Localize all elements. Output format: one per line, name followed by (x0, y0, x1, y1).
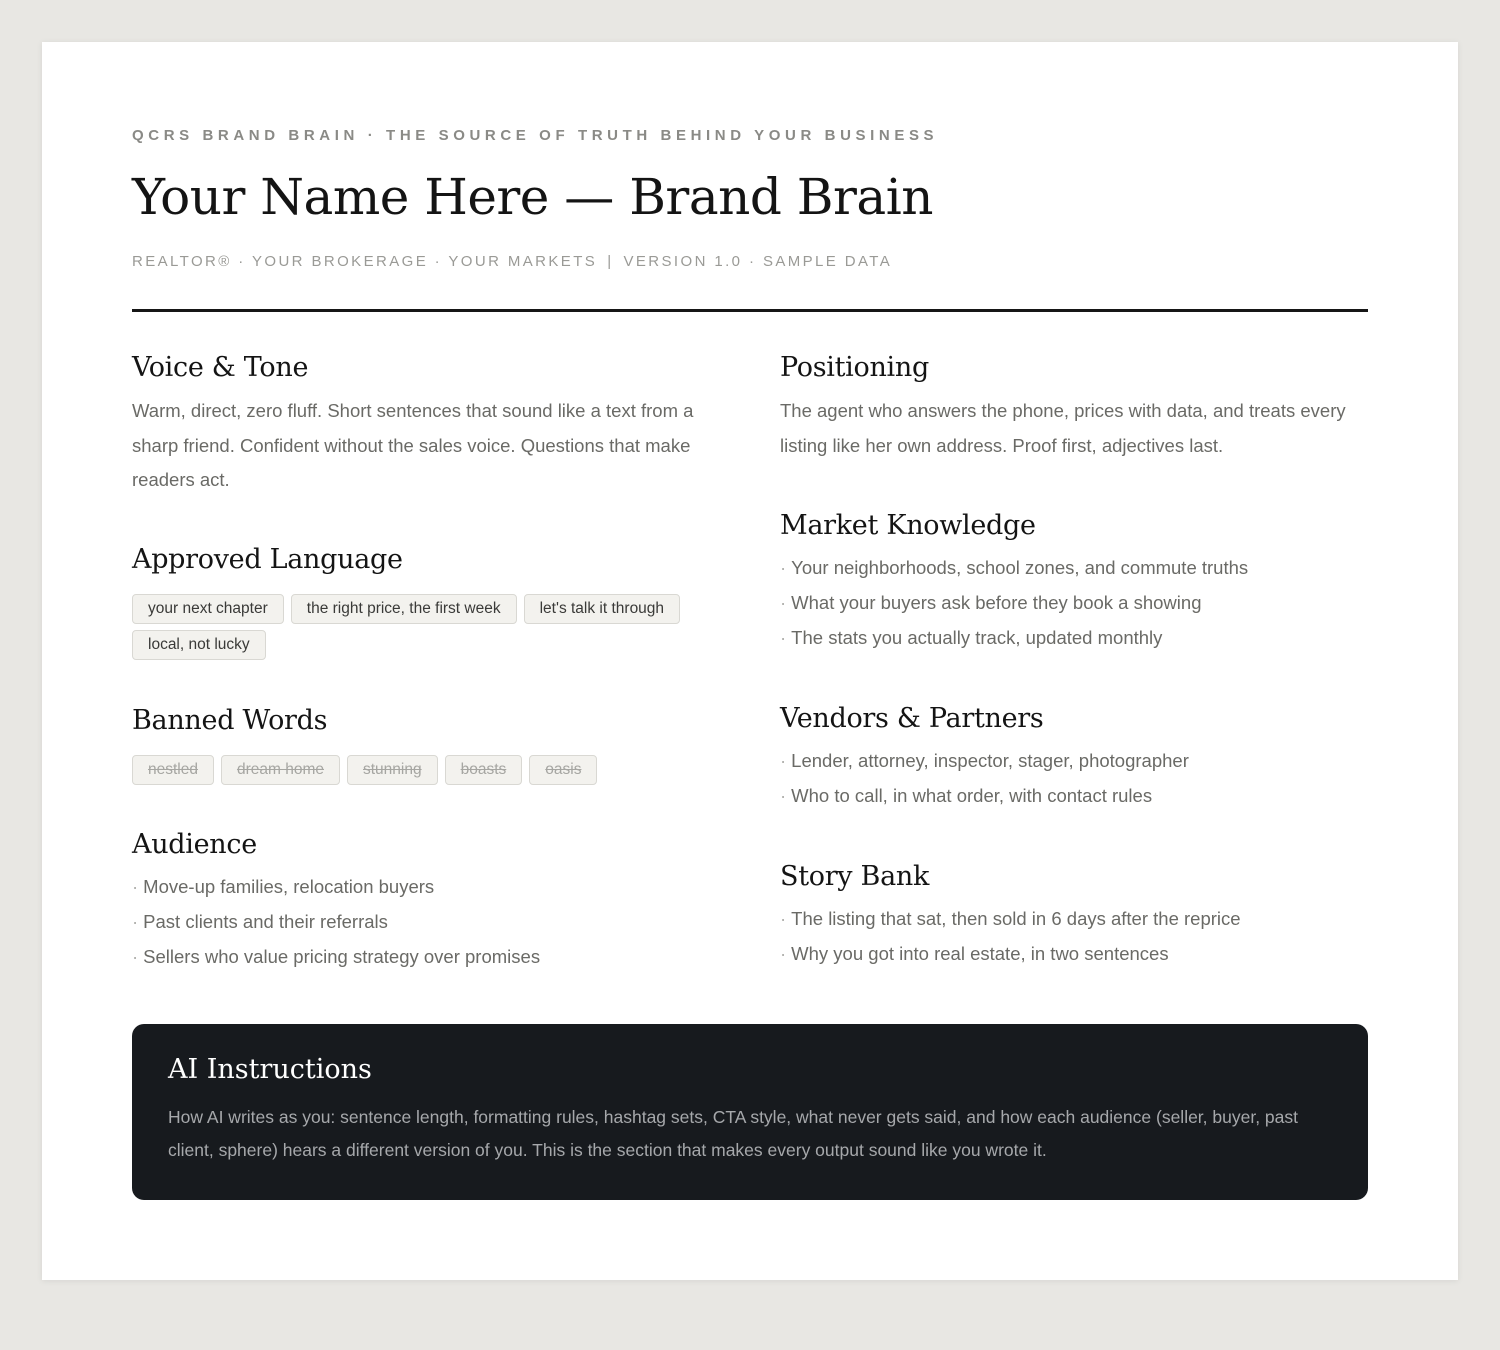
list-item-text: Your neighborhoods, school zones, and commute truths (791, 557, 1249, 578)
list-item (780, 901, 1370, 936)
section-approved-language (132, 544, 722, 660)
bullet-dot: · (780, 908, 787, 929)
subtitle-line (132, 253, 892, 270)
section-heading: Positioning (780, 352, 929, 383)
ai-instructions-panel (132, 1024, 1368, 1200)
list-item (780, 778, 1370, 813)
banned-chip: oasis (529, 755, 597, 785)
approved-chip: the right price, the first week (291, 594, 517, 624)
subtitle-right: VERSION 1.0 · SAMPLE DATA (623, 253, 893, 270)
section-heading: Story Bank (780, 861, 930, 892)
positioning-body: The agent who answers the phone, prices with data, and treats every listing like her own address. Proof first, adjectives last. (780, 400, 1346, 456)
subtitle-left: REALTOR® · YOUR BROKERAGE · YOUR MARKETS (132, 253, 598, 270)
banned-chip: stunning (347, 755, 438, 785)
list-item-text: The stats you actually track, updated monthly (791, 627, 1163, 648)
bullet-dot: · (132, 876, 139, 897)
story-list (780, 901, 1370, 971)
list-item (780, 550, 1370, 585)
section-voice-tone (132, 352, 722, 498)
banned-chip: boasts (445, 755, 523, 785)
vendors-list (780, 743, 1370, 813)
list-item-text: The listing that sat, then sold in 6 days after the reprice (791, 908, 1241, 929)
section-audience (132, 829, 722, 974)
bullet-dot: · (780, 785, 787, 806)
page-title: Your Name Here — Brand Brain (132, 168, 933, 226)
list-item (780, 936, 1370, 971)
section-heading: Market Knowledge (780, 510, 1036, 541)
section-heading: Audience (132, 829, 257, 860)
list-item-text: Past clients and their referrals (143, 911, 388, 932)
section-banned-words (132, 705, 722, 785)
section-heading: Vendors & Partners (780, 703, 1044, 734)
approved-chip: your next chapter (132, 594, 284, 624)
banned-chip: dream home (221, 755, 340, 785)
brand-brain-card (42, 42, 1458, 1280)
list-item-text: Move-up families, relocation buyers (143, 876, 435, 897)
market-list (780, 550, 1370, 655)
bullet-dot: · (780, 557, 787, 578)
list-item-text: Who to call, in what order, with contact rules (791, 785, 1153, 806)
section-story-bank (780, 861, 1370, 971)
section-market-knowledge (780, 510, 1370, 655)
subtitle-separator: | (607, 253, 614, 270)
header-divider (132, 309, 1368, 312)
list-item (132, 904, 722, 939)
approved-chips (132, 594, 692, 660)
list-item (780, 620, 1370, 655)
list-item (132, 939, 722, 974)
section-heading: Approved Language (132, 544, 403, 575)
list-item (780, 743, 1370, 778)
section-vendors-partners (780, 703, 1370, 813)
banned-chip: nestled (132, 755, 214, 785)
bullet-dot: · (780, 592, 787, 613)
banned-chips (132, 755, 692, 785)
approved-chip: local, not lucky (132, 630, 266, 660)
list-item-text: Sellers who value pricing strategy over promises (143, 946, 541, 967)
section-heading: Voice & Tone (132, 352, 309, 383)
bullet-dot: · (132, 911, 139, 932)
section-positioning (780, 352, 1370, 463)
bullet-dot: · (780, 750, 787, 771)
list-item (132, 869, 722, 904)
list-item (780, 585, 1370, 620)
section-heading: Banned Words (132, 705, 328, 736)
list-item-text: Lender, attorney, inspector, stager, photographer (791, 750, 1189, 771)
list-item-text: Why you got into real estate, in two sentences (791, 943, 1169, 964)
eyebrow: QCRS BRAND BRAIN · THE SOURCE OF TRUTH BEHIND YOUR BUSINESS (132, 127, 939, 144)
bullet-dot: · (780, 943, 787, 964)
audience-list (132, 869, 722, 974)
approved-chip: let's talk it through (524, 594, 680, 624)
ai-instructions-body: How AI writes as you: sentence length, formatting rules, hashtag sets, CTA style, what never gets said, and how each audience (seller, buyer, past client, sphere) hears a different version of you. This is the section that makes every output sound like you wrote it. (168, 1107, 1299, 1160)
ai-instructions-heading: AI Instructions (168, 1054, 372, 1085)
list-item-text: What your buyers ask before they book a showing (791, 592, 1202, 613)
bullet-dot: · (132, 946, 139, 967)
bullet-dot: · (780, 627, 787, 648)
voice-body: Warm, direct, zero fluff. Short sentences that sound like a text from a sharp friend. Confident without the sales voice. Questions that make readers act. (132, 400, 694, 490)
